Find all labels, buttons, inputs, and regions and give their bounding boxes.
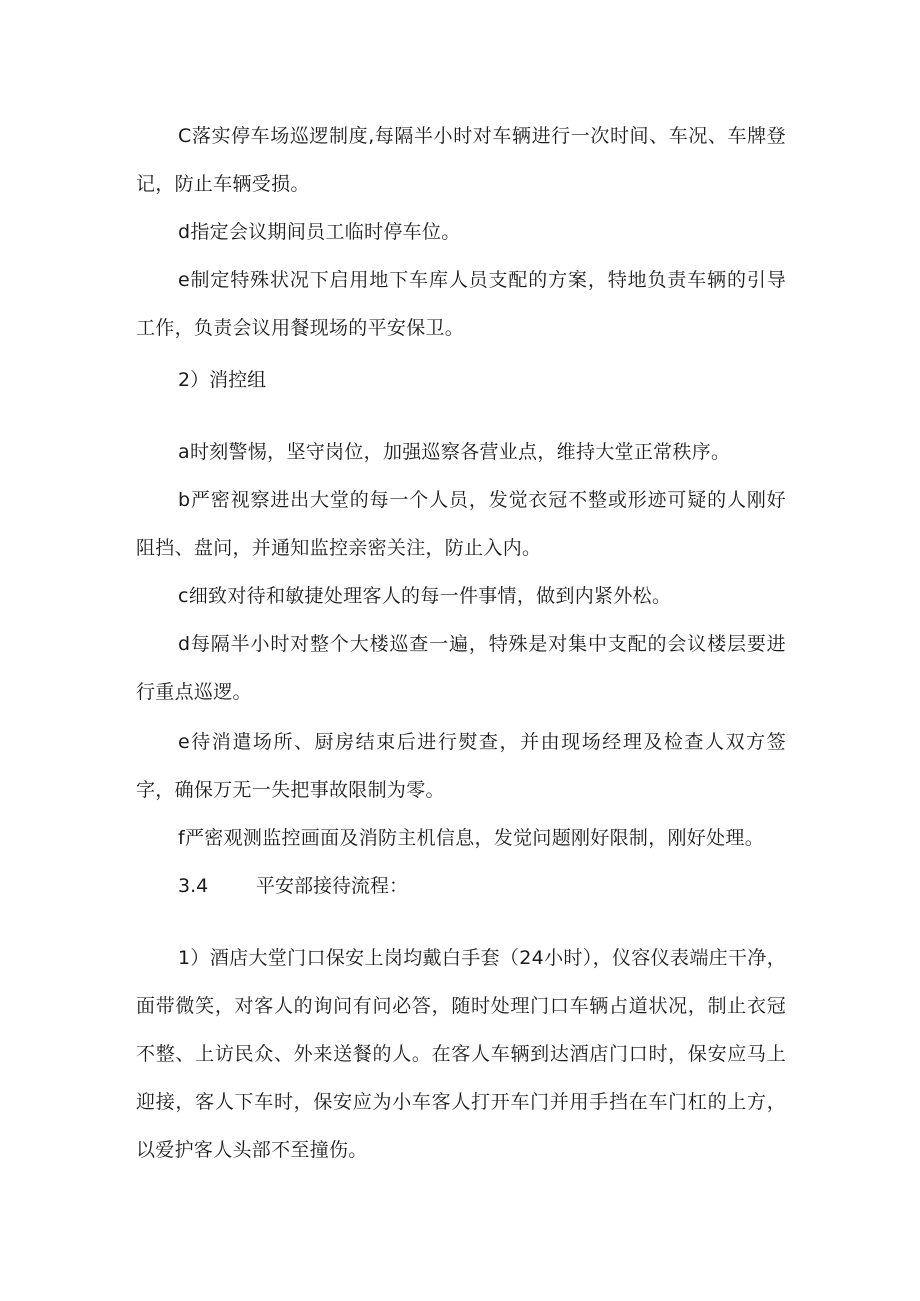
section-heading-reception-flow: [178, 862, 408, 910]
paragraph-building-patrol: d每隔半小时对整个大楼巡查一遍，特殊是对集中支配的会议楼层要进行重点巡逻。: [136, 633, 786, 703]
paragraph-monitor-screens: f严密观测监控画面及消防主机信息，发觉问题刚好限制，刚好处理。: [178, 827, 764, 849]
paragraph-handle-guests: c细致对待和敏捷处理客人的每一件事情，做到内紧外松。: [178, 585, 672, 607]
paragraph-stay-alert: a时刻警惕，坚守岗位，加强巡察各营业点，维持大堂正常秩序。: [178, 441, 731, 463]
section-heading-fire-control: 2）消控组: [178, 369, 267, 391]
paragraph-observe-persons: b严密视察进出大堂的每一个人员，发觉衣冠不整或形迹可疑的人刚好阻挡、盘问，并通知监控亲密关注，防止入内。: [136, 489, 786, 559]
paragraph-underground-garage: e制定特殊状况下启用地下车库人员支配的方案，特地负责车辆的引导工作，负责会议用餐现场的平安保卫。: [136, 269, 786, 339]
paragraph-lobby-security: 1）酒店大堂门口保安上岗均戴白手套（24小时），仪容仪表端庄干净，面带微笑，对客人的询问有问必答，随时处理门口车辆占道状况，制止衣冠不整、上访民众、外来送餐的人。在客人车辆到达酒店门口时，保安应马上迎接，客人下车时，保安应为小车客人打开车门并用手挡在车门杠的上方，以爱护客人头部不至撞伤。: [136, 947, 786, 1161]
paragraph-parking-patrol: C落实停车场巡逻制度,每隔半小时对车辆进行一次时间、车况、车牌登记，防止车辆受损。: [136, 125, 786, 195]
paragraph-kitchen-check: e待消遣场所、厨房结束后进行熨查，并由现场经理及检查人双方签字，确保万无一失把事故限制为零。: [136, 731, 786, 801]
paragraph-staff-parking: d指定会议期间员工临时停车位。: [178, 221, 461, 243]
section-title: 平安部接待流程：: [256, 875, 409, 897]
section-number: 3.4: [178, 875, 209, 897]
